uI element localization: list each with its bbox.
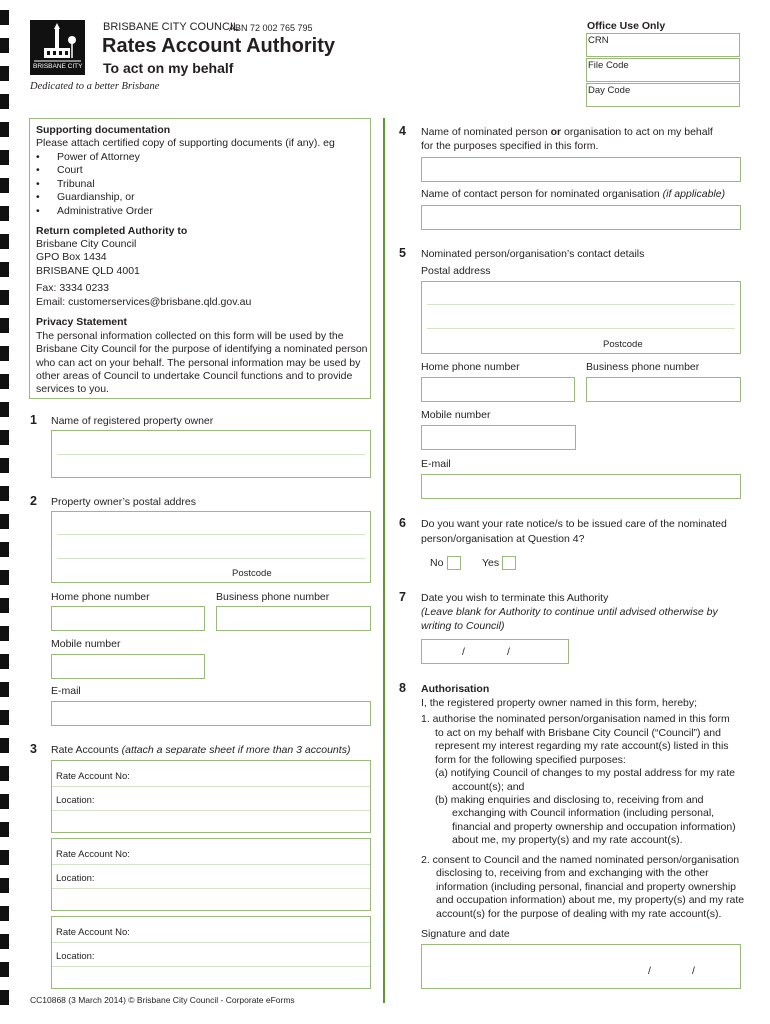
supporting-heading: Supporting documentation (36, 124, 171, 136)
contact-person-field[interactable] (421, 205, 741, 230)
q1-label: Name of registered property owner (51, 415, 214, 427)
q1-number: 1 (30, 413, 37, 427)
q7-number: 7 (399, 590, 406, 604)
q8-item1-line: represent my interest regarding my rate account(s) listed in this (435, 740, 729, 752)
q8-item2-line: information (including personal, financial and property ownership (436, 881, 737, 893)
bullet-item: Tribunal (57, 178, 95, 190)
rate-account-label: Rate Account No: (56, 771, 130, 782)
q8-item1-line: to act on my behalf with Brisbane City Council (“Council”) and (435, 727, 721, 739)
owner-home-phone-label: Home phone number (51, 591, 150, 603)
privacy-line: services to you. (36, 383, 109, 395)
page-subtitle: To act on my behalf (103, 60, 234, 76)
nominee-name-field[interactable] (421, 157, 741, 182)
nominee-postcode-label: Postcode (603, 339, 643, 350)
owner-email-label: E-mail (51, 685, 81, 697)
q8-item1b-line: financial and property ownership and occupation information) (452, 821, 736, 833)
privacy-line: who can act on your behalf. The personal information may be used by (36, 357, 361, 369)
contact-person-label (421, 188, 725, 201)
owner-name-field[interactable] (51, 430, 371, 478)
nominee-business-phone-field[interactable] (586, 377, 741, 402)
owner-postcode-label: Postcode (232, 568, 272, 579)
q8-item1-line: 1. authorise the nominated person/organisation named in this form (421, 713, 730, 725)
tagline: Dedicated to a better Brisbane (30, 81, 160, 92)
rate-account-label: Rate Account No: (56, 849, 130, 860)
q8-item2-line: 2. consent to Council and the named nominated person/organisation (421, 854, 740, 866)
bullet-item: Power of Attorney (57, 151, 140, 163)
bullet-item: Administrative Order (57, 205, 153, 217)
page-title: Rates Account Authority (102, 35, 335, 57)
contact-person-note: (if applicable) (662, 188, 726, 200)
info-panel (29, 118, 371, 399)
q2-number: 2 (30, 494, 37, 508)
field-rule (427, 328, 735, 329)
contact-person-text: Name of contact person for nominated organisation (421, 188, 663, 200)
q8-number: 8 (399, 681, 406, 695)
rate-account-block[interactable] (51, 916, 371, 989)
q8-item1b-line: (b) making enquiries and disclosing to, receiving from and (435, 794, 704, 806)
rate-account-label: Rate Account No: (56, 927, 130, 938)
q3-label (51, 744, 350, 757)
q4-line1 (421, 126, 713, 139)
q8-item1b-line: exchanging with Council information (including personal, (452, 807, 715, 819)
field-rule (57, 454, 365, 455)
privacy-line: Brisbane City Council for the purpose of identifying a nominated person (36, 343, 368, 355)
q2-label: Property owner’s postal addres (51, 496, 196, 508)
file-code-label: File Code (588, 60, 629, 71)
date-separator: / (462, 646, 465, 658)
q4-number: 4 (399, 124, 406, 138)
date-separator: / (648, 965, 651, 977)
signature-date-field[interactable] (421, 944, 741, 989)
email-contact: Email: customerservices@brisbane.qld.gov.au (36, 296, 252, 308)
q4-line1-or: or (550, 126, 562, 138)
q4-line1-b: organisation to act on my behalf (561, 126, 713, 138)
nominee-business-phone-label: Business phone number (586, 361, 700, 373)
nominee-postal-label: Postal address (421, 265, 491, 277)
q8-item2-line: disclosing to, receiving from and exchanging with the other (436, 867, 709, 879)
logo-text: BRISBANE CITY (33, 63, 83, 70)
rate-account-block[interactable] (51, 838, 371, 911)
q7-label: Date you wish to terminate this Authority (421, 592, 609, 604)
field-rule (427, 304, 735, 305)
q4-line2: for the purposes specified in this form. (421, 140, 599, 152)
owner-business-phone-label: Business phone number (216, 591, 330, 603)
q5-label: Nominated person/organisation’s contact details (421, 248, 645, 260)
file-code-field[interactable] (586, 58, 740, 82)
nominee-email-label: E-mail (421, 458, 451, 470)
field-rule (52, 888, 370, 889)
yes-checkbox[interactable] (502, 556, 516, 570)
return-line: BRISBANE QLD 4001 (36, 265, 140, 277)
nominee-mobile-field[interactable] (421, 425, 576, 450)
day-code-field[interactable] (586, 83, 740, 107)
day-code-label: Day Code (588, 85, 631, 96)
owner-home-phone-field[interactable] (51, 606, 205, 631)
q6-line1: Do you want your rate notice/s to be issued care of the nominated (421, 518, 727, 530)
privacy-line: other areas of Council to undertake Council functions and to provide (36, 370, 353, 382)
q5-number: 5 (399, 246, 406, 260)
field-rule (57, 534, 365, 535)
bullet-item: Guardianship, or (57, 191, 135, 203)
rate-account-block[interactable] (51, 760, 371, 833)
owner-mobile-field[interactable] (51, 654, 205, 679)
location-label: Location: (56, 795, 95, 806)
field-rule (52, 786, 370, 787)
return-line: GPO Box 1434 (36, 251, 107, 263)
q8-item1b-line: about me, my property(s) and my rate account(s). (452, 834, 683, 846)
yes-label: Yes (482, 557, 500, 569)
field-rule (52, 810, 370, 811)
signature-label: Signature and date (421, 928, 510, 940)
council-name: BRISBANE CITY COUNCIL (103, 21, 240, 33)
nominee-home-phone-label: Home phone number (421, 361, 520, 373)
q7-note-line2: writing to Council) (421, 620, 505, 632)
q8-item2-line: account(s) for the purpose of dealing with my rate account(s). (436, 908, 722, 920)
bullet-glyph: • (36, 164, 40, 176)
owner-business-phone-field[interactable] (216, 606, 371, 631)
q6-number: 6 (399, 516, 406, 530)
crn-field[interactable] (586, 33, 740, 57)
field-rule (57, 558, 365, 559)
field-rule (52, 966, 370, 967)
location-label: Location: (56, 873, 95, 884)
field-rule (52, 864, 370, 865)
termination-date-field[interactable] (421, 639, 569, 664)
bullet-glyph: • (36, 178, 40, 190)
q3-number: 3 (30, 742, 37, 756)
fax: Fax: 3334 0233 (36, 282, 109, 294)
nominee-mobile-label: Mobile number (421, 409, 491, 421)
column-divider (383, 118, 385, 1003)
date-separator: / (692, 965, 695, 977)
location-label: Location: (56, 951, 95, 962)
return-heading: Return completed Authority to (36, 225, 188, 237)
owner-email-field[interactable] (51, 701, 371, 726)
return-line: Brisbane City Council (36, 238, 137, 250)
no-checkbox[interactable] (447, 556, 461, 570)
bullet-glyph: • (36, 151, 40, 163)
q3-label-text: Rate Accounts (51, 744, 119, 756)
field-rule (52, 942, 370, 943)
bullet-glyph: • (36, 191, 40, 203)
nominee-postal-address-field[interactable] (421, 281, 741, 354)
bullet-item: Court (57, 164, 83, 176)
bullet-glyph: • (36, 205, 40, 217)
q8-heading: Authorisation (421, 683, 490, 695)
q8-intro: I, the registered property owner named in this form, hereby; (421, 697, 698, 709)
nominee-email-field[interactable] (421, 474, 741, 499)
nominee-home-phone-field[interactable] (421, 377, 575, 402)
q6-line2: person/organisation at Question 4? (421, 533, 585, 545)
owner-mobile-label: Mobile number (51, 638, 121, 650)
council-logo (30, 20, 85, 75)
supporting-text: Please attach certified copy of supporting documents (if any). eg (36, 137, 335, 149)
no-label: No (430, 557, 444, 569)
q8-item1a-line: (a) notifying Council of changes to my postal address for my rate (435, 767, 735, 779)
crn-label: CRN (588, 35, 609, 46)
q7-note-line1: (Leave blank for Authority to continue until advised otherwise by (421, 606, 718, 618)
office-use-heading: Office Use Only (587, 20, 666, 32)
date-separator: / (507, 646, 510, 658)
privacy-line: The personal information collected on this form will be used by the (36, 330, 344, 342)
privacy-heading: Privacy Statement (36, 316, 128, 328)
abn: ABN 72 002 765 795 (229, 23, 313, 33)
q4-line1-a: Name of nominated person (421, 126, 551, 138)
q8-item1-line: form for the following specified purposes: (435, 754, 626, 766)
footer-text: CC10868 (3 March 2014) © Brisbane City Council - Corporate eForms (30, 995, 295, 1005)
owner-postal-address-field[interactable] (51, 511, 371, 583)
q8-item2-line: and occupation information) about me, my property(s) and my rate (436, 894, 745, 906)
q8-item1a-line: account(s); and (452, 781, 525, 793)
q3-label-note: (attach a separate sheet if more than 3 accounts) (121, 744, 351, 756)
